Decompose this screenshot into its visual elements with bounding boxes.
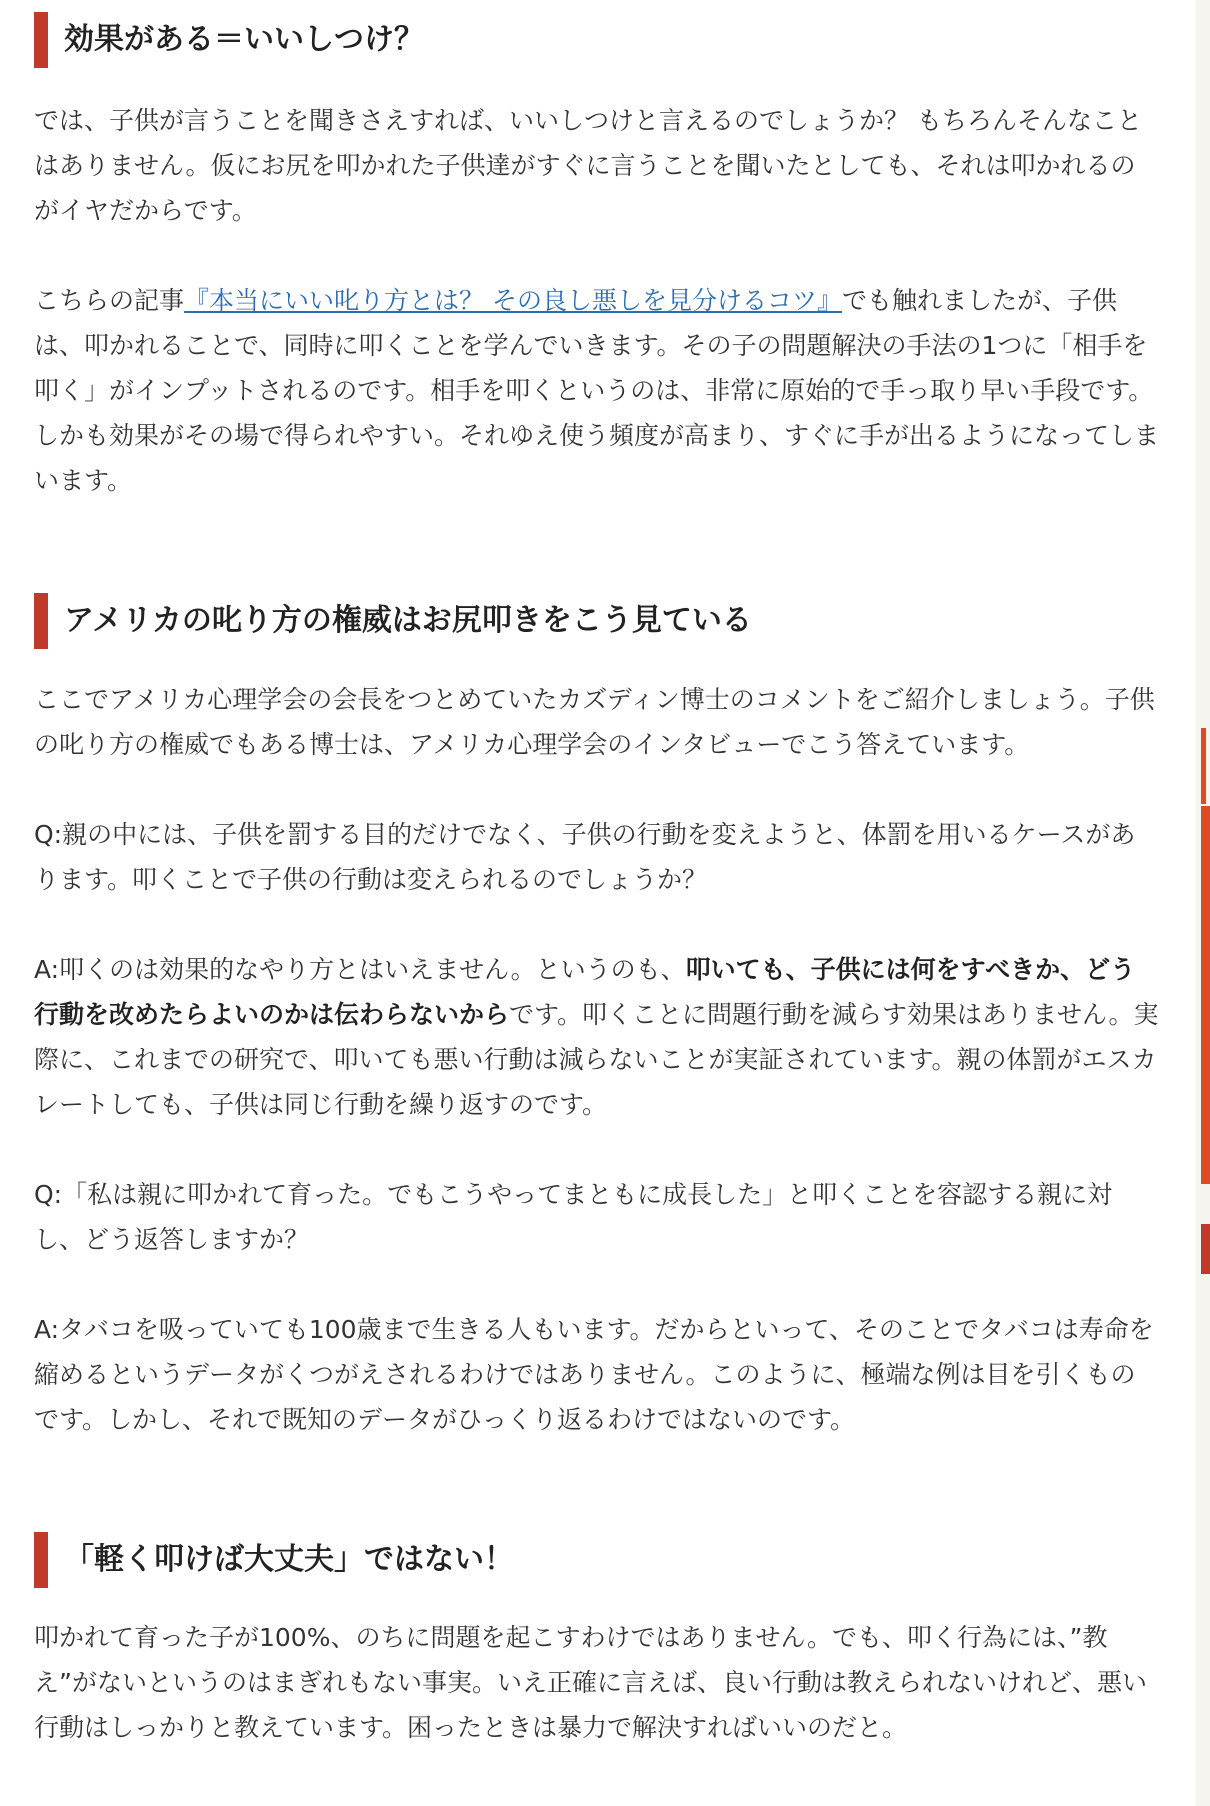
related-article-link[interactable]: 『本当にいい叱り方とは？ その良し悪しを見分けるコツ』 [184, 286, 842, 315]
paragraph-text: A:叩くのは効果的なやり方とはいえません。というのも、 [34, 955, 686, 984]
side-accent-bar [1201, 806, 1210, 1184]
section-heading-text: アメリカの叱り方の権威はお尻叩きをこう見ている [64, 603, 752, 638]
paragraph-text: です。叩くことに問題行動を減らす効果はありません。実際に、これまでの研究で、叩いても悪い行動は減らないことが実証されています。親の体罰がエスカレートしても、子供は同じ行動を繰り返すのです。 [34, 1000, 1159, 1119]
paragraph-text: こちらの記事 [34, 286, 185, 315]
heading-accent-bar [34, 1532, 48, 1588]
section-heading [34, 12, 1160, 68]
paragraph: 叩かれて育った子が100%、のちに問題を起こすわけではありません。でも、叩く行為には、”教え”がないというのはまぎれもない事実。いえ正確に言えば、良い行動は教えられないけれど、悪い行動はしっかりと教えています。困ったときは暴力で解決すればいいのだと。 [34, 1623, 1147, 1742]
article-body [34, 0, 1160, 1750]
section-heading [34, 1532, 1160, 1588]
interview-answer [34, 947, 1160, 1127]
section-heading [34, 593, 1160, 649]
side-accent-bar [1201, 1224, 1210, 1274]
emphasized-text: 叩いても、子供には何をすべきか、どう行動を改めたらよいのかは伝わらないから [34, 955, 1136, 1029]
heading-accent-bar [34, 593, 48, 649]
paragraph-text: でも触れましたが、子供は、叩かれることで、同時に叩くことを学んでいきます。その子の問題解決の手法の1つに「相手を叩く」がインプットされるのです。相手を叩くというのは、非常に原始的で手っ取り早い手段です。しかも効果がその場で得られやすい。それゆえ使う頻度が高まり、すぐに手が出るようになってしまいます。 [34, 286, 1160, 495]
interview-question: Q:親の中には、子供を罰する目的だけでなく、子供の行動を変えようと、体罰を用いるケースがあります。叩くことで子供の行動は変えられるのでしょうか？ [34, 820, 1136, 894]
interview-question: Q:「私は親に叩かれて育った。でもこうやってまともに成長した」と叩くことを容認する親に対し、どう返答しますか？ [34, 1180, 1113, 1254]
paragraph: では、子供が言うことを聞きさえすれば、いいしつけと言えるのでしょうか？ もちろんそんなことはありません。仮にお尻を叩かれた子供達がすぐに言うことを聞いたとしても、それは叩かれるのがイヤだからです。 [34, 106, 1142, 225]
interview-answer: A:タバコを吸っていても100歳まで生きる人もいます。だからといって、そのことでタバコは寿命を縮めるというデータがくつがえされるわけではありません。このように、極端な例は目を引くものです。しかし、それで既知のデータがひっくり返るわけではないのです。 [34, 1315, 1154, 1434]
section-heading-text: 「軽く叩けば大丈夫」ではない！ [64, 1542, 514, 1577]
paragraph [34, 278, 1160, 503]
heading-accent-bar [34, 12, 48, 68]
section-heading-text: 効果がある＝いいしつけ？ [64, 22, 424, 57]
side-accent-bar [1201, 728, 1206, 804]
paragraph: ここでアメリカ心理学会の会長をつとめていたカズディン博士のコメントをご紹介しましょう。子供の叱り方の権威でもある博士は、アメリカ心理学会のインタビューでこう答えています。 [34, 685, 1155, 759]
